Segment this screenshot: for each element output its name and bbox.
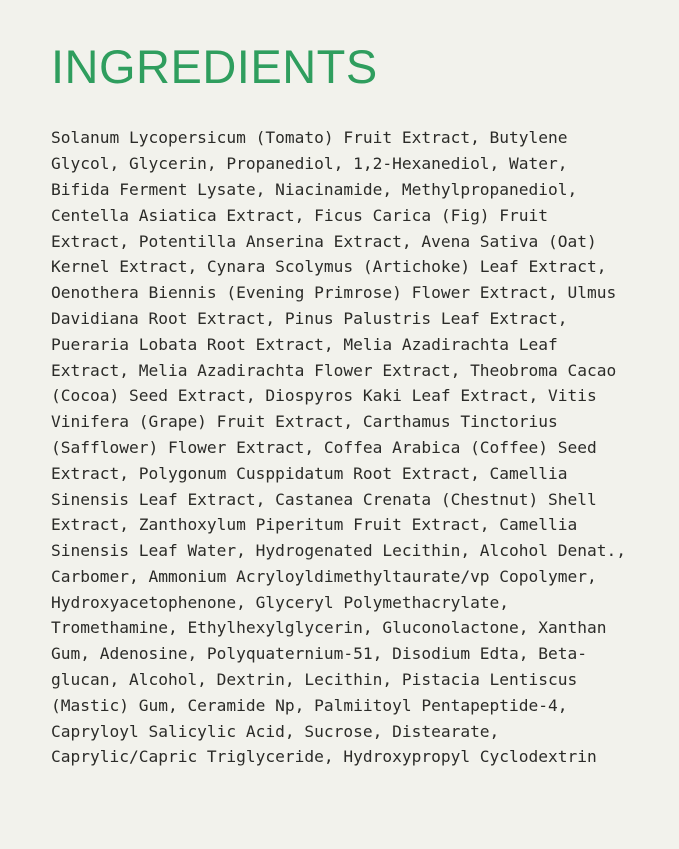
ingredients-list-text: Solanum Lycopersicum (Tomato) Fruit Extract, Butylene Glycol, Glycerin, Propanediol, 1,2-Hexanediol, Water, Bifida Ferment Lysate, Niacinamide, Methylpropanediol, Centella Asiatica Extract, Ficus Carica (Fig) Fruit Extract, Potentilla Anserina Extract, Avena Sativa (Oat) Kernel Extract, Cynara Scolymus (Artichoke) Leaf Extract, Oenothera Biennis (Evening Primrose) Flower Extract, Ulmus Davidiana Root Extract, Pinus Palustris Leaf Extract, Pueraria Lobata Root Extract, Melia Azadirachta Leaf Extract, Melia Azadirachta Flower Extract, Theobroma Cacao (Cocoa) Seed Extract, Diospyros Kaki Leaf Extract, Vitis Vinifera (Grape) Fruit Extract, Carthamus Tinctorius (Safflower) Flower Extract, Coffea Arabica (Coffee) Seed Extract, Polygonum Cusppidatum Root Extract, Camellia Sinensis Leaf Extract, Castanea Crenata (Chestnut) Shell Extract, Zanthoxylum Piperitum Fruit Extract, Camellia Sinensis Leaf Water, Hydrogenated Lecithin, Alcohol Denat., Carbomer, Ammonium Acryloyldimethyltaurate/vp Copolymer, Hydroxyacetophenone, Glyceryl Polymethacrylate, Tromethamine, Ethylhexylglycerin, Gluconolactone, Xanthan Gum, Adenosine, Polyquaternium-51, Disodium Edta, Beta-glucan, Alcohol, Dextrin, Lecithin, Pistacia Lentiscus (Mastic) Gum, Ceramide Np, Palmiitoyl Pentapeptide-4, Capryloyl Salicylic Acid, Sucrose, Distearate, Caprylic/Capric Triglyceride, Hydroxypropyl Cyclodextrin (51, 128, 626, 767)
page-title: INGREDIENTS (51, 40, 378, 93)
